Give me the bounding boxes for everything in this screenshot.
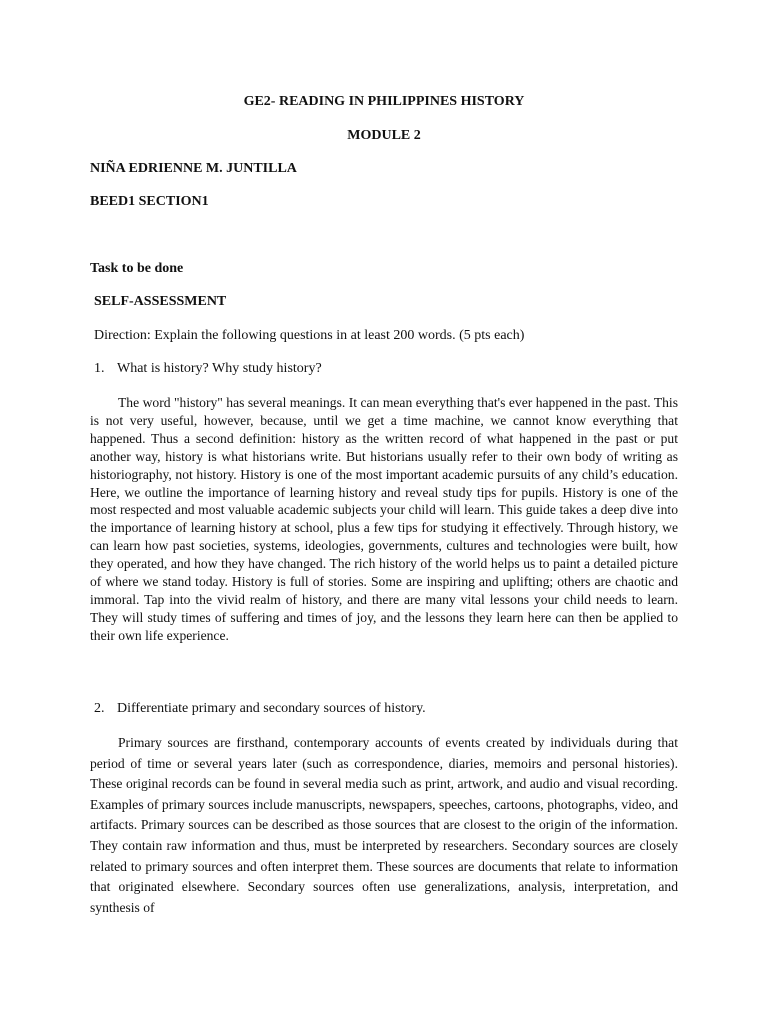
direction-text: Direction: Explain the following questions in at least 200 words. (5 pts each) (94, 328, 525, 343)
section-heading: SELF-ASSESSMENT (94, 294, 227, 309)
answer-1-paragraph: The word "history" has several meanings. It can mean everything that's ever happened in the past. This is not very useful, however, because, until we get a time machine, we cannot know everything that happened. Thus a second definition: history as the written record of what happened in the past or put another way, history is what historians write. But historians usually refer to their own body of writing as historiography, not history. History is one of the most important academic pursuits of any child’s education. Here, we outline the importance of learning history and reveal study tips for pupils. History is one of the most respected and most valuable academic subjects your child will learn. This guide takes a deep dive into the importance of learning history at school, plus a few tips for studying it effectively. Through history, we can learn how past societies, systems, ideologies, governments, cultures and technologies were built, how they operated, and how they have changed. The rich history of the world helps us to paint a detailed picture of where we stand today. History is full of stories. Some are inspiring and uplifting; others are chaotic and immoral. Tap into the vivid realm of history, and there are many vital lessons your child needs to learn. They will study times of suffering and times of joy, and the lessons they learn here can then be applied to their own life experience. (90, 395, 678, 643)
question-1-number: 1. (94, 361, 105, 376)
question-1-text: What is history? Why study history? (117, 361, 322, 376)
student-section: BEED1 SECTION1 (90, 194, 209, 209)
question-2-number: 2. (94, 701, 105, 716)
course-title: GE2- READING IN PHILIPPINES HISTORY (243, 94, 525, 109)
module-title: MODULE 2 (347, 128, 421, 143)
answer-2-paragraph: Primary sources are firsthand, contemporary accounts of events created by individuals during that period of time or several years later (such as correspondence, diaries, memoirs and personal histories). These original records can be found in several media such as print, artwork, and audio and visual recording. Examples of primary sources include manuscripts, newspapers, speeches, cartoons, photographs, video, and artifacts. Primary sources can be described as those sources that are closest to the origin of the information. They contain raw information and thus, must be interpreted by researchers. Secondary sources are closely related to primary sources and often interpret them. These sources are documents that relate to information that originated elsewhere. Secondary sources often use generalizations, analysis, interpretation, and synthesis of (90, 735, 678, 915)
student-name: NIÑA EDRIENNE M. JUNTILLA (90, 161, 297, 176)
question-2-text: Differentiate primary and secondary sources of history. (117, 701, 426, 716)
task-label: Task to be done (90, 261, 184, 276)
question-2 (94, 701, 426, 717)
question-1 (94, 361, 322, 377)
